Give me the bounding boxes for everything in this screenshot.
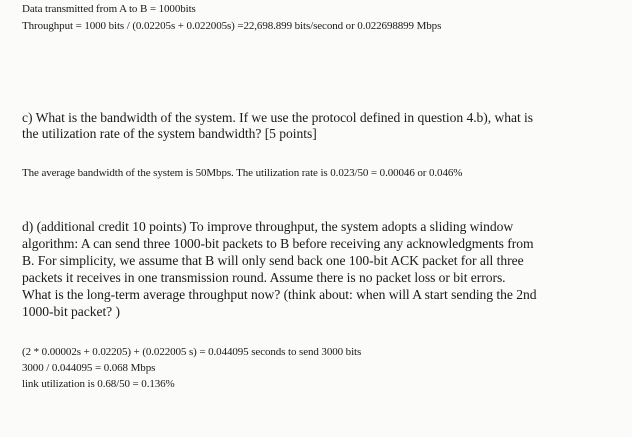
question-d-line-1: d) (additional credit 10 points) To improve throughput, the system adopts a sliding window	[22, 219, 514, 234]
answer-d-line-3: link utilization is 0.68/50 = 0.136%	[22, 378, 175, 390]
question-c-line-2: the utilization rate of the system bandwidth? [5 points]	[22, 126, 317, 141]
throughput-data-line: Data transmitted from A to B = 1000bits	[22, 3, 196, 15]
answer-d-line-2: 3000 / 0.044095 = 0.068 Mbps	[22, 362, 156, 374]
question-d-line-2: algorithm: A can send three 1000-bit packets to B before receiving any acknowledgments from	[22, 236, 534, 251]
question-d-line-4: packets it receives in one transmission round. Assume there is no packet loss or bit errors.	[22, 270, 506, 285]
throughput-calculation-line: Throughput = 1000 bits / (0.02205s + 0.022005s) =22,698.899 bits/second or 0.022698899 Mbps	[22, 20, 442, 32]
question-c-line-1: c) What is the bandwidth of the system. If we use the protocol defined in question 4.b), what is	[22, 110, 534, 125]
question-d-line-6: 1000-bit packet? )	[22, 304, 120, 319]
answer-d-line-1: (2 * 0.00002s + 0.02205) + (0.022005 s) = 0.044095 seconds to send 3000 bits	[22, 346, 362, 358]
answer-c-line: The average bandwidth of the system is 50Mbps. The utilization rate is 0.023/50 = 0.00046 or 0.046%	[22, 167, 463, 179]
question-d-line-5: What is the long-term average throughput now? (think about: when will A start sending the 2nd	[22, 287, 537, 302]
question-d-line-3: B. For simplicity, we assume that B will only send back one 100-bit ACK packet for all three	[22, 253, 524, 268]
